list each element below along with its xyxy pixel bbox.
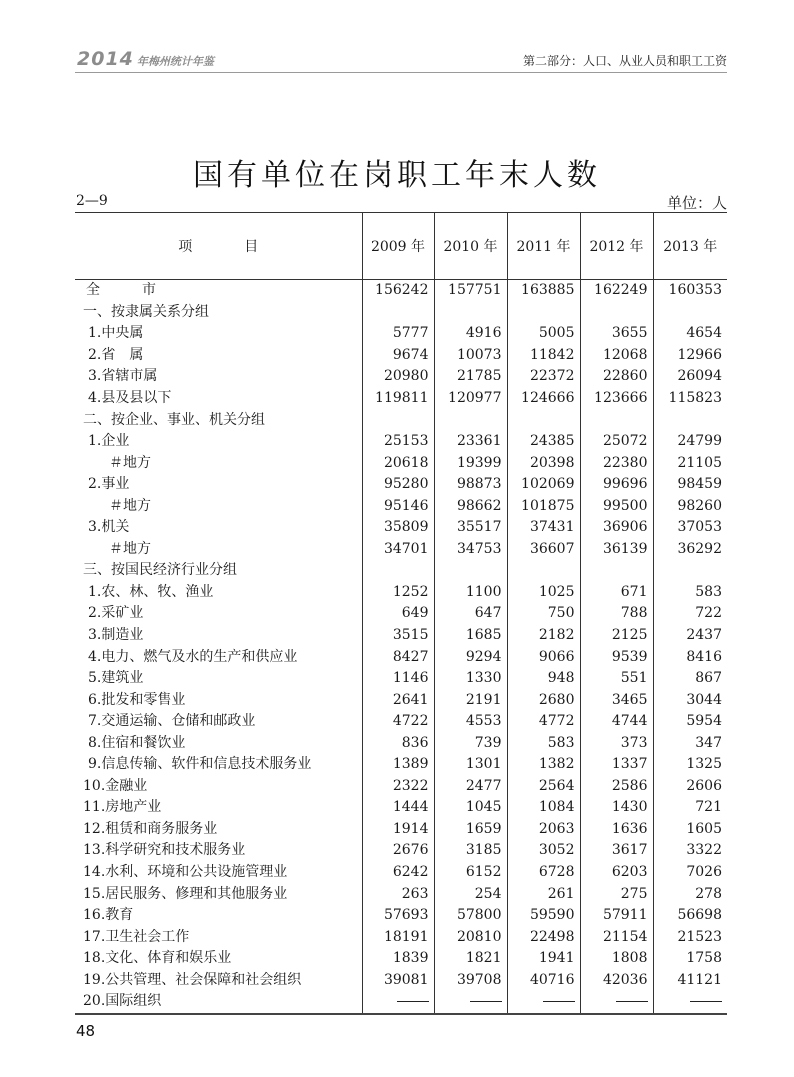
row-label: 16.教育 xyxy=(83,907,134,924)
row-label: 2.事业 xyxy=(88,476,130,493)
statistics-table xyxy=(75,212,727,1015)
cell-value: 1045 xyxy=(434,797,507,819)
cell-value: 551 xyxy=(580,668,653,690)
row-label: 1.中央属 xyxy=(88,325,144,342)
table-row xyxy=(75,905,727,927)
cell-value: 739 xyxy=(434,732,507,754)
cell-value: 120977 xyxy=(434,388,507,410)
row-label: 3.机关 xyxy=(88,519,130,536)
cell-value: 1821 xyxy=(434,948,507,970)
row-label: 13.科学研究和技术服务业 xyxy=(83,842,246,859)
cell-value: 948 xyxy=(507,668,580,690)
table-row xyxy=(75,517,727,539)
cell-value: 20398 xyxy=(507,452,580,474)
cell-value: 115823 xyxy=(653,388,727,410)
cell-value: 2680 xyxy=(507,689,580,711)
table-row xyxy=(75,732,727,754)
unit-label: 单位：人 xyxy=(666,194,727,212)
cell-value: 347 xyxy=(653,732,727,754)
table-row xyxy=(75,883,727,905)
no-data-dash xyxy=(397,1001,429,1002)
column-header-year: 2010 年 xyxy=(434,213,507,280)
cell-value: 254 xyxy=(434,883,507,905)
cell-value: 2322 xyxy=(362,776,434,798)
row-label: 12.租赁和商务服务业 xyxy=(83,820,218,837)
table-row xyxy=(75,582,727,604)
cell-value: 1330 xyxy=(434,668,507,690)
row-label: ＃地方 xyxy=(109,497,151,514)
row-label: 一、按隶属关系分组 xyxy=(83,303,209,320)
row-label: 17.卫生社会工作 xyxy=(83,928,190,945)
cell-value: 2437 xyxy=(653,625,727,647)
cell-value: 671 xyxy=(580,582,653,604)
cell-value: 2125 xyxy=(580,625,653,647)
cell-value: 263 xyxy=(362,883,434,905)
cell-value: 6203 xyxy=(580,862,653,884)
table-row xyxy=(75,646,727,668)
cell-value: 1914 xyxy=(362,819,434,841)
cell-value: 1025 xyxy=(507,582,580,604)
cell-value: 124666 xyxy=(507,388,580,410)
cell-value: 37431 xyxy=(507,517,580,539)
no-data-dash xyxy=(543,1001,575,1002)
table-row xyxy=(75,495,727,517)
section-name: 第二部分：人口、从业人员和职工工资 xyxy=(522,54,727,68)
table-row xyxy=(75,539,727,561)
cell-value: 278 xyxy=(653,883,727,905)
cell-value: 101875 xyxy=(507,495,580,517)
cell-value: 2063 xyxy=(507,819,580,841)
cell-value: 95280 xyxy=(362,474,434,496)
cell-value: 5005 xyxy=(507,323,580,345)
cell-value: 2477 xyxy=(434,776,507,798)
row-label: 20.国际组织 xyxy=(75,991,362,1014)
cell-value: 26094 xyxy=(653,366,727,388)
cell-value: 1325 xyxy=(653,754,727,776)
row-label: 1.农、林、牧、渔业 xyxy=(88,583,214,600)
cell-value xyxy=(362,991,434,1014)
cell-value: 2182 xyxy=(507,625,580,647)
cell-value: 23361 xyxy=(434,431,507,453)
cell-value: 59590 xyxy=(507,905,580,927)
cell-value: 867 xyxy=(653,668,727,690)
cell-value: 3044 xyxy=(653,689,727,711)
cell-value: 6242 xyxy=(362,862,434,884)
cell-value xyxy=(507,560,580,582)
cell-value xyxy=(362,409,434,431)
row-label: 11.房地产业 xyxy=(83,799,162,816)
cell-value: 39708 xyxy=(434,970,507,992)
cell-value: 57693 xyxy=(362,905,434,927)
cell-value: 95146 xyxy=(362,495,434,517)
table-row xyxy=(75,776,727,798)
cell-value: 373 xyxy=(580,732,653,754)
row-label: 3.制造业 xyxy=(88,627,144,644)
table-row xyxy=(75,625,727,647)
cell-value: 98459 xyxy=(653,474,727,496)
cell-value: 836 xyxy=(362,732,434,754)
column-header-year: 2012 年 xyxy=(580,213,653,280)
cell-value: 18191 xyxy=(362,926,434,948)
table-header-row xyxy=(75,213,727,280)
cell-value xyxy=(434,560,507,582)
column-header-year: 2011 年 xyxy=(507,213,580,280)
cell-value: 750 xyxy=(507,603,580,625)
cell-value: 1685 xyxy=(434,625,507,647)
column-header-item xyxy=(75,213,362,280)
cell-value: 57800 xyxy=(434,905,507,927)
row-label: 5.建筑业 xyxy=(88,670,144,687)
table-row xyxy=(75,991,727,1014)
item-header-part1: 项 xyxy=(178,239,193,255)
cell-value xyxy=(653,560,727,582)
cell-value xyxy=(507,302,580,324)
cell-value: 1808 xyxy=(580,948,653,970)
cell-value xyxy=(434,991,507,1014)
cell-value: 1839 xyxy=(362,948,434,970)
cell-value: 1758 xyxy=(653,948,727,970)
cell-value: 157751 xyxy=(434,280,507,302)
cell-value: 1444 xyxy=(362,797,434,819)
cell-value: 1084 xyxy=(507,797,580,819)
cell-value: 22380 xyxy=(580,452,653,474)
cell-value: 721 xyxy=(653,797,727,819)
cell-value xyxy=(653,991,727,1014)
logo-year: 2014 xyxy=(77,48,134,70)
cell-value: 4772 xyxy=(507,711,580,733)
table-row xyxy=(75,948,727,970)
cell-value: 57911 xyxy=(580,905,653,927)
cell-value: 36139 xyxy=(580,539,653,561)
cell-value: 12966 xyxy=(653,345,727,367)
table-number: 2—9 xyxy=(76,193,108,209)
cell-value: 160353 xyxy=(653,280,727,302)
cell-value: 7026 xyxy=(653,862,727,884)
cell-value xyxy=(580,302,653,324)
cell-value xyxy=(580,409,653,431)
row-label: 三、按国民经济行业分组 xyxy=(83,562,237,579)
cell-value: 41121 xyxy=(653,970,727,992)
cell-value: 5954 xyxy=(653,711,727,733)
cell-value: 21105 xyxy=(653,452,727,474)
table-row xyxy=(75,926,727,948)
table-row xyxy=(75,689,727,711)
cell-value: 4916 xyxy=(434,323,507,345)
cell-value: 1389 xyxy=(362,754,434,776)
table-row xyxy=(75,474,727,496)
cell-value: 1941 xyxy=(507,948,580,970)
table-row xyxy=(75,366,727,388)
row-label: 15.居民服务、修理和其他服务业 xyxy=(83,885,288,902)
cell-value: 162249 xyxy=(580,280,653,302)
page-number: 48 xyxy=(76,1022,96,1040)
cell-value xyxy=(580,991,653,1014)
row-label: 2.采矿业 xyxy=(88,605,144,622)
cell-value: 3322 xyxy=(653,840,727,862)
cell-value: 36292 xyxy=(653,539,727,561)
cell-value: 21785 xyxy=(434,366,507,388)
row-label: ＃地方 xyxy=(109,540,151,557)
table-row xyxy=(75,819,727,841)
cell-value: 8416 xyxy=(653,646,727,668)
table-row xyxy=(75,797,727,819)
cell-value: 42036 xyxy=(580,970,653,992)
page-title: 国有单位在岗职工年末人数 xyxy=(193,158,601,194)
cell-value: 1382 xyxy=(507,754,580,776)
row-label: 4.县及县以下 xyxy=(88,390,172,406)
cell-value: 2641 xyxy=(362,689,434,711)
cell-value: 19399 xyxy=(434,452,507,474)
row-label: 10.金融业 xyxy=(83,777,148,794)
cell-value: 1636 xyxy=(580,819,653,841)
table-row xyxy=(75,560,727,582)
cell-value: 9674 xyxy=(362,345,434,367)
cell-value: 8427 xyxy=(362,646,434,668)
cell-value xyxy=(507,991,580,1014)
table-row xyxy=(75,323,727,345)
cell-value: 9539 xyxy=(580,646,653,668)
cell-value xyxy=(580,560,653,582)
cell-value: 9066 xyxy=(507,646,580,668)
column-header-year: 2013 年 xyxy=(653,213,727,280)
cell-value: 20810 xyxy=(434,926,507,948)
cell-value xyxy=(362,560,434,582)
row-label: ＃地方 xyxy=(109,454,151,471)
cell-value: 3617 xyxy=(580,840,653,862)
cell-value: 5777 xyxy=(362,323,434,345)
cell-value xyxy=(653,302,727,324)
cell-value: 22372 xyxy=(507,366,580,388)
row-label: 9.信息传输、软件和信息技术服务业 xyxy=(88,756,312,773)
cell-value: 788 xyxy=(580,603,653,625)
cell-value: 36607 xyxy=(507,539,580,561)
cell-value: 37053 xyxy=(653,517,727,539)
cell-value: 98662 xyxy=(434,495,507,517)
cell-value: 24799 xyxy=(653,431,727,453)
cell-value: 36906 xyxy=(580,517,653,539)
cell-value: 1605 xyxy=(653,819,727,841)
row-label: 全 市 xyxy=(86,282,156,299)
table-row xyxy=(75,970,727,992)
table-row xyxy=(75,388,727,410)
cell-value xyxy=(507,409,580,431)
item-header-part2: 目 xyxy=(244,239,259,255)
row-label: 19.公共管理、社会保障和社会组织 xyxy=(83,971,302,988)
row-label: 14.水利、环境和公共设施管理业 xyxy=(83,864,288,881)
table-row xyxy=(75,754,727,776)
cell-value: 1252 xyxy=(362,582,434,604)
cell-value: 583 xyxy=(653,582,727,604)
row-label: 二、按企业、事业、机关分组 xyxy=(83,411,265,428)
cell-value: 6728 xyxy=(507,862,580,884)
cell-value: 25072 xyxy=(580,431,653,453)
row-label: 1.企业 xyxy=(88,433,130,450)
cell-value: 98260 xyxy=(653,495,727,517)
yearbook-logo xyxy=(77,48,214,70)
cell-value: 39081 xyxy=(362,970,434,992)
no-data-dash xyxy=(690,1001,722,1002)
cell-value: 119811 xyxy=(362,388,434,410)
cell-value: 99500 xyxy=(580,495,653,517)
cell-value: 649 xyxy=(362,603,434,625)
table-row xyxy=(75,409,727,431)
cell-value: 21154 xyxy=(580,926,653,948)
cell-value: 156242 xyxy=(362,280,434,302)
cell-value: 56698 xyxy=(653,905,727,927)
table-row xyxy=(75,431,727,453)
cell-value: 10073 xyxy=(434,345,507,367)
row-label: 6.批发和零售业 xyxy=(88,691,186,708)
cell-value: 2564 xyxy=(507,776,580,798)
cell-value: 2676 xyxy=(362,840,434,862)
table-row xyxy=(75,711,727,733)
cell-value: 98873 xyxy=(434,474,507,496)
cell-value: 3655 xyxy=(580,323,653,345)
row-label: 3.省辖市属 xyxy=(88,368,158,385)
cell-value: 4744 xyxy=(580,711,653,733)
table-row xyxy=(75,840,727,862)
cell-value: 1146 xyxy=(362,668,434,690)
cell-value: 6152 xyxy=(434,862,507,884)
cell-value: 35809 xyxy=(362,517,434,539)
cell-value: 12068 xyxy=(580,345,653,367)
cell-value: 2586 xyxy=(580,776,653,798)
cell-value: 24385 xyxy=(507,431,580,453)
row-label: 2.省 属 xyxy=(88,346,144,363)
cell-value: 40716 xyxy=(507,970,580,992)
cell-value: 4553 xyxy=(434,711,507,733)
cell-value: 1337 xyxy=(580,754,653,776)
cell-value: 3052 xyxy=(507,840,580,862)
cell-value: 99696 xyxy=(580,474,653,496)
row-label: 18.文化、体育和娱乐业 xyxy=(83,950,232,967)
no-data-dash xyxy=(616,1001,648,1002)
cell-value: 34701 xyxy=(362,539,434,561)
cell-value: 22860 xyxy=(580,366,653,388)
row-label: 7.交通运输、仓储和邮政业 xyxy=(88,713,256,730)
cell-value: 11842 xyxy=(507,345,580,367)
cell-value: 3465 xyxy=(580,689,653,711)
row-label: 8.住宿和餐饮业 xyxy=(88,734,186,751)
cell-value: 3185 xyxy=(434,840,507,862)
running-head xyxy=(75,48,727,73)
table-row xyxy=(75,345,727,367)
row-label: 4.电力、燃气及水的生产和供应业 xyxy=(88,648,298,665)
cell-value: 35517 xyxy=(434,517,507,539)
table-row xyxy=(75,668,727,690)
cell-value xyxy=(434,409,507,431)
cell-value: 261 xyxy=(507,883,580,905)
cell-value: 25153 xyxy=(362,431,434,453)
cell-value: 21523 xyxy=(653,926,727,948)
no-data-dash xyxy=(470,1001,502,1002)
cell-value: 3515 xyxy=(362,625,434,647)
cell-value: 34753 xyxy=(434,539,507,561)
cell-value: 123666 xyxy=(580,388,653,410)
cell-value xyxy=(362,302,434,324)
table-row xyxy=(75,280,727,302)
cell-value: 4722 xyxy=(362,711,434,733)
table-row xyxy=(75,452,727,474)
logo-name: 年梅州统计年鉴 xyxy=(136,55,214,68)
cell-value: 1659 xyxy=(434,819,507,841)
cell-value: 583 xyxy=(507,732,580,754)
table-row xyxy=(75,302,727,324)
cell-value: 1100 xyxy=(434,582,507,604)
cell-value: 2191 xyxy=(434,689,507,711)
column-header-year: 2009 年 xyxy=(362,213,434,280)
cell-value: 1430 xyxy=(580,797,653,819)
cell-value: 4654 xyxy=(653,323,727,345)
cell-value: 1301 xyxy=(434,754,507,776)
cell-value: 647 xyxy=(434,603,507,625)
cell-value: 9294 xyxy=(434,646,507,668)
cell-value: 2606 xyxy=(653,776,727,798)
cell-value: 22498 xyxy=(507,926,580,948)
cell-value: 20980 xyxy=(362,366,434,388)
cell-value xyxy=(653,409,727,431)
cell-value: 275 xyxy=(580,883,653,905)
cell-value: 163885 xyxy=(507,280,580,302)
table-body xyxy=(75,280,727,1014)
table-row xyxy=(75,603,727,625)
cell-value: 102069 xyxy=(507,474,580,496)
cell-value xyxy=(434,302,507,324)
cell-value: 722 xyxy=(653,603,727,625)
cell-value: 20618 xyxy=(362,452,434,474)
table-row xyxy=(75,862,727,884)
